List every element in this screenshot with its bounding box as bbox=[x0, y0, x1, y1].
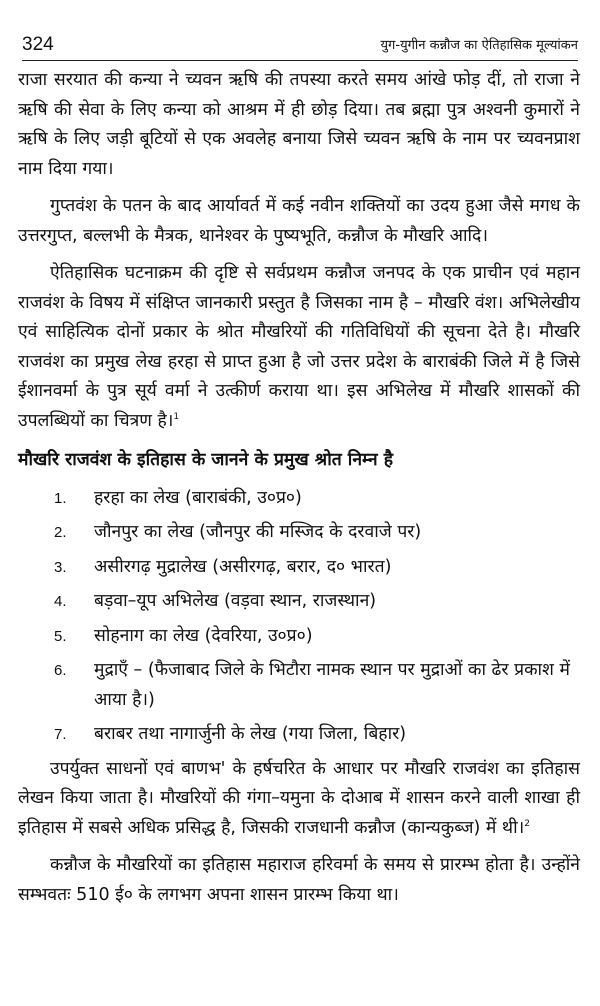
paragraph-text: उपर्युक्त साधनों एवं बाणभ' के हर्षचरित के आधार पर मौखरि राजवंश का इतिहास लेखन किया जाता है। मौखरियों की गंगा–यमुना के दोआब में शासन करने वाली शाखा ही इतिहास में सबसे अधिक प्रसिद्ध है, जिसकी राजधानी कन्नौज (कान्यकुब्ज) में थी। bbox=[18, 758, 580, 838]
paragraph-harivarma bbox=[18, 851, 580, 910]
list-item bbox=[18, 518, 580, 548]
list-item-text: सोहनाग का लेख (देवरिया, उ०प्र०) bbox=[94, 625, 313, 646]
footnote-ref: 2 bbox=[524, 818, 530, 829]
list-item-text: हरहा का लेख (बाराबंकी, उ०प्र०) bbox=[94, 487, 302, 508]
page-number: 324 bbox=[22, 34, 54, 55]
list-item-text: बराबर तथा नागार्जुनी के लेख (गया जिला, बिहार) bbox=[94, 724, 407, 744]
paragraph-chyavan bbox=[18, 66, 580, 184]
footnote-ref: 1 bbox=[173, 411, 180, 422]
list-item bbox=[18, 587, 580, 617]
paragraph-text: कन्नौज के मौखरियों का इतिहास महाराज हरिवर्मा के समय से प्रारम्भ होता है। उन्होंने सम्भवतः 510 ई० के लगभग अपना शासन प्रारम्भ किया था। bbox=[18, 855, 580, 905]
list-item-number: 7. bbox=[54, 726, 67, 743]
paragraph-text: गुप्तवंश के पतन के बाद आर्यावर्त में कई नवीन शक्तियों का उदय हुआ जैसे मगध के उत्तरगुप्त, बल्लभी के मैत्रक, थानेश्वर के पुष्यभूति, कन्नौज के मौखरि आदि। bbox=[18, 196, 580, 246]
list-item bbox=[18, 720, 580, 750]
running-title: युग-युगीन कन्नौज का ऐतिहासिक मूल्यांकन bbox=[380, 38, 578, 53]
sources-heading: मौखरि राजवंश के इतिहास के जानने के प्रमुख श्रोत निम्न है bbox=[18, 450, 394, 470]
paragraph-maukhari-intro bbox=[18, 259, 580, 436]
paragraph-gupta-decline bbox=[18, 192, 580, 251]
list-item bbox=[18, 484, 580, 514]
list-item bbox=[18, 622, 580, 652]
list-item-number: 3. bbox=[54, 558, 67, 576]
list-item-text: असीरगढ़ मुद्रालेख (असीरगढ़, बरार, द० भारत) bbox=[94, 556, 392, 577]
list-item-number: 1. bbox=[54, 489, 67, 507]
list-item-number: 4. bbox=[54, 593, 67, 610]
sources-list bbox=[18, 484, 580, 750]
list-item-number: 5. bbox=[54, 627, 67, 645]
list-item-number: 2. bbox=[54, 524, 67, 541]
list-item-text: बड़वा–यूप अभिलेख (वड़वा स्थान, राजस्थान) bbox=[94, 591, 377, 611]
list-item-text: जौनपुर का लेख (जौनपुर की मस्जिद के दरवाजे पर) bbox=[94, 522, 422, 542]
paragraph-text: ऐतिहासिक घटनाक्रम की दृष्टि से सर्वप्रथम कन्नौज जनपद के एक प्राचीन एवं महान राजवंश के विषय में संक्षिप्त जानकारी प्रस्तुत है जिसका नाम है – मौखरि वंश। अभिलेखीय एवं साहित्यिक दोनों प्रकार के श्रोत मौखरियों की गतिविधियों की सूचना देते है। मौखरि राजवंश का प्रमुख लेख हरहा से प्राप्त हुआ है जो उत्तर प्रदेश के बाराबंकी जिले में है जिसे ईशानवर्मा के पुत्र सूर्य वर्मा ने उत्कीर्ण कराया था। इस अभिलेख में मौखरि शासकों की उपलब्धियों का चित्रण है। bbox=[18, 263, 580, 431]
list-item bbox=[18, 656, 580, 715]
page-header bbox=[22, 34, 578, 61]
list-item bbox=[18, 553, 580, 583]
list-item-text: मुद्राएँ – (फैजाबाद जिले के भिटौरा नामक स्थान पर मुद्राओं का ढेर प्रकाश में आया है।) bbox=[94, 660, 570, 710]
paragraph-text: राजा सरयात की कन्या ने च्यवन ऋषि की तपस्या करते समय आंखे फोड़ दीं, तो राजा ने ऋषि की सेवा के लिए कन्या को आश्रम में ही छोड़ दिया। तब ब्रह्मा पुत्र अश्वनी कुमारों ने ऋषि के लिए जड़ी बूटियों से एक अवलेह बनाया जिसे च्यवन ऋषि के नाम पर च्यवनप्राश नाम दिया गया। bbox=[18, 70, 580, 179]
list-item-number: 6. bbox=[54, 662, 67, 679]
paragraph-sources-summary bbox=[18, 755, 580, 844]
body-text bbox=[18, 66, 580, 918]
